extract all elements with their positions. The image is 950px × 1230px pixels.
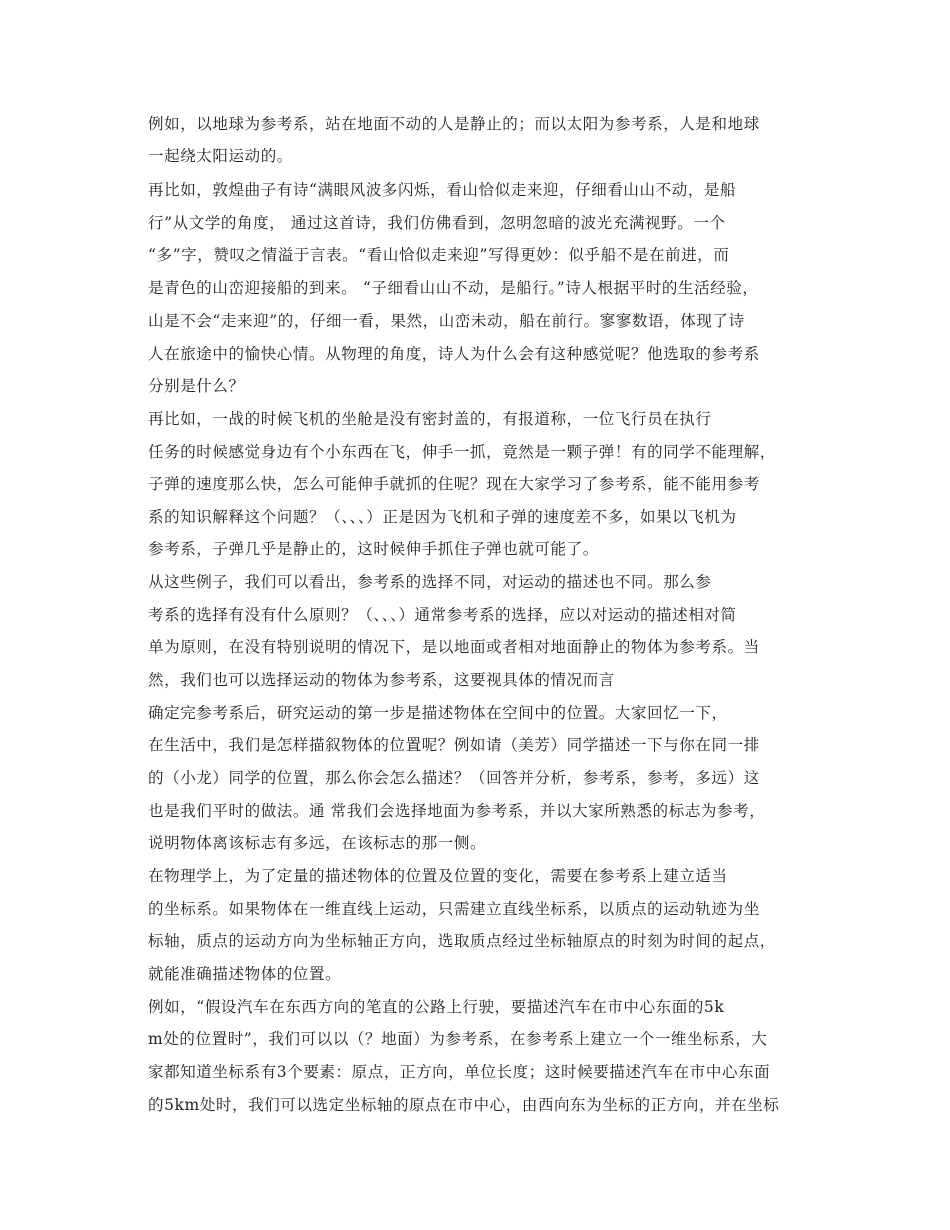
text-line: 家都知道坐标系有3个要素：原点，正方向，单位长度；这时候要描述汽车在市中心东面 — [148, 1063, 771, 1081]
text-line: 在生活中，我们是怎样描叙物体的位置呢？例如请（美芳）同学描述一下与你在同一排 — [148, 736, 760, 754]
text-line: m处的位置时”，我们可以以（？地面）为参考系，在参考系上建立一个一维坐标系，大 — [148, 1030, 768, 1048]
text-line: 单为原则，在没有特别说明的情况下，是以地面或者相对地面静止的物体为参考系。当 — [148, 638, 760, 656]
text-line: 从这些例子，我们可以看出，参考系的选择不同，对运动的描述也不同。那么参 — [148, 573, 712, 591]
text-line: 一起绕太阳运动的。 — [148, 147, 293, 165]
text-line: 就能准确描述物体的位置。 — [148, 965, 342, 983]
text-line: 系的知识解释这个问题？（、、、）正是因为飞机和子弹的速度差不多，如果以飞机为 — [148, 508, 737, 526]
text-line: 再比如，一战的时候飞机的坐舱是没有密封盖的，有报道称，一位飞行员在执行 — [148, 410, 712, 428]
text-line: 确定完参考系后，研究运动的第一步是描述物体在空间中的位置。大家回忆一下， — [148, 704, 728, 722]
text-line: 例如，“假设汽车在东西方向的笔直的公路上行驶，要描述汽车在市中心东面的5k — [148, 998, 725, 1016]
text-line: 任务的时候感觉身边有个小东西在飞，伸手一抓，竟然是一颗子弹！有的同学不能理解， — [148, 443, 776, 461]
text-line: 考系的选择有没有什么原则？（、、、）通常参考系的选择，应以对运动的描述相对简 — [148, 606, 737, 624]
text-line: 在物理学上，为了定量的描述物体的位置及位置的变化，需要在参考系上建立适当 — [148, 867, 728, 885]
text-line: 子弹的速度那么快，怎么可能伸手就抓的住呢？现在大家学习了参考系，能不能用参考 — [148, 475, 760, 493]
text-line: 参考系，子弹几乎是静止的，这时候伸手抓住子弹也就可能了。 — [148, 540, 599, 558]
text-line: 然，我们也可以选择运动的物体为参考系，这要视具体的情况而言 — [148, 671, 615, 689]
text-line: 说明物体离该标志有多远，在该标志的那一侧。 — [148, 834, 487, 852]
text-line: 是青色的山峦迎接船的到来。 “子细看山山不动，是船行。”诗人根据平时的生活经验， — [148, 279, 759, 297]
text-line: 人在旅途中的愉快心情。从物理的角度，诗人为什么会有这种感觉呢？他选取的参考系 — [148, 345, 760, 363]
text-line: 的5km处时，我们可以选定坐标轴的原点在市中心，由西向东为坐标的正方向，并在坐标 — [148, 1096, 780, 1114]
text-line: “多”字，赞叹之情溢于言表。“看山恰似走来迎”写得更妙：似乎船不是在前进，而 — [148, 246, 730, 264]
text-line: 行”从文学的角度， 通过这首诗，我们仿佛看到，忽明忽暗的波光充满视野。一个 — [148, 214, 726, 232]
text-line: 也是我们平时的做法。通 常我们会选择地面为参考系，并以大家所熟悉的标志为参考， — [148, 802, 766, 820]
text-line: 标轴，质点的运动方向为坐标轴正方向，选取质点经过坐标轴原点的时刻为时间的起点， — [148, 932, 776, 950]
text-line: 山是不会“走来迎”的，仔细一看，果然，山峦未动，船在前行。寥寥数语，体现了诗 — [148, 312, 745, 330]
text-line: 例如，以地球为参考系，站在地面不动的人是静止的；而以太阳为参考系，人是和地球 — [148, 115, 760, 133]
text-line: 再比如，敦煌曲子有诗“满眼风波多闪烁，看山恰似走来迎，仔细看山山不动，是船 — [148, 181, 737, 199]
text-line: 分别是什么？ — [148, 377, 245, 395]
text-line: 的（小龙）同学的位置，那么你会怎么描述？（回答并分析，参考系，参考，多远）这 — [148, 769, 760, 787]
text-line: 的坐标系。如果物体在一维直线上运动，只需建立直线坐标系，以质点的运动轨迹为坐 — [148, 900, 760, 918]
